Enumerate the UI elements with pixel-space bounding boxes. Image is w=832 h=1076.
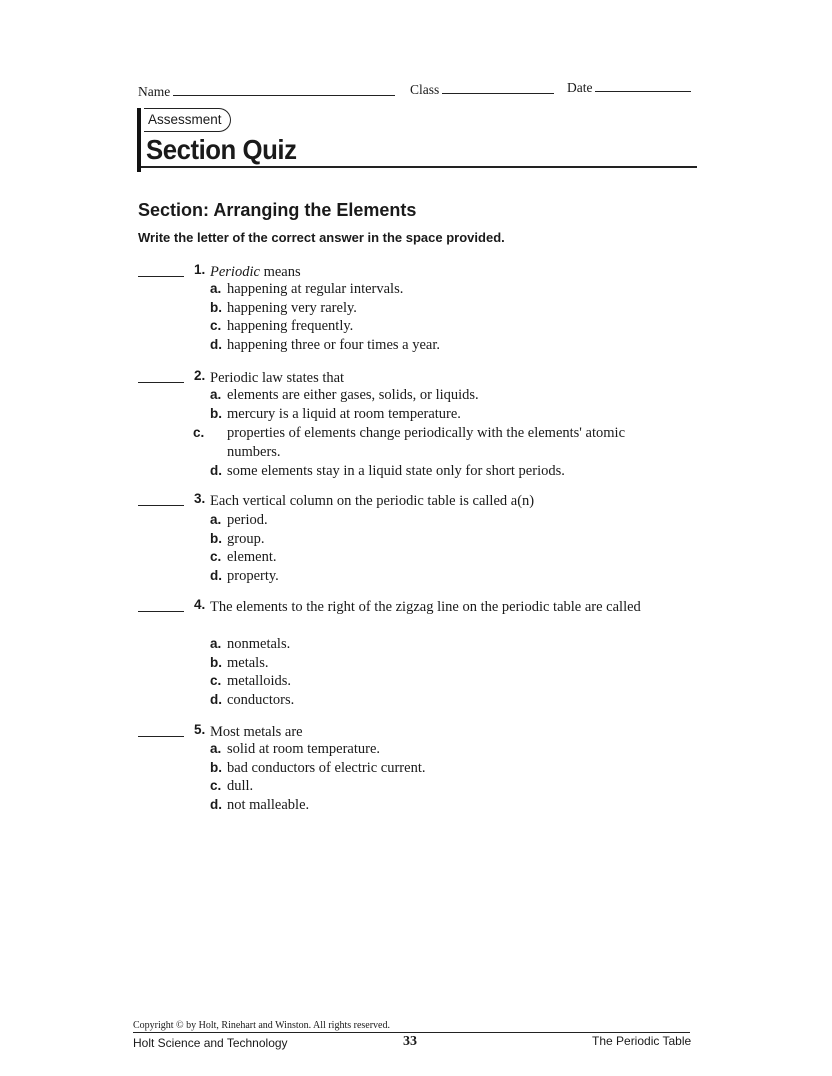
answer-blank-5[interactable] — [138, 736, 184, 737]
answer-blank-2[interactable] — [138, 382, 184, 383]
assessment-tag: Assessment — [144, 108, 231, 132]
option-a: a. period. — [210, 512, 268, 528]
question-stem: Periodic law states that — [210, 370, 345, 386]
option-c: c. happening frequently. — [210, 318, 354, 335]
option-a: a. elements are either gases, solids, or liquids. — [210, 387, 479, 403]
option-a: a. solid at room temperature. — [210, 741, 381, 757]
option-list — [210, 740, 425, 814]
option-d: d. property. — [210, 567, 279, 584]
option-d: d. not malleable. — [210, 796, 310, 813]
copyright-notice: Copyright © by Holt, Rinehart and Winston. All rights reserved. — [133, 1020, 390, 1031]
option-list — [210, 511, 279, 585]
section-heading: Section: Arranging the Elements — [138, 200, 417, 220]
option-c: c. metalloids. — [210, 673, 292, 690]
option-b: b. mercury is a liquid at room temperature. — [210, 405, 461, 422]
name-blank[interactable] — [173, 94, 395, 96]
date-label: Date — [567, 80, 593, 95]
date-field[interactable] — [567, 80, 691, 96]
option-d: d. happening three or four times a year. — [210, 336, 440, 353]
option-c: c. dull. — [210, 778, 254, 795]
class-field[interactable] — [410, 82, 554, 98]
class-label: Class — [410, 82, 440, 97]
option-b: b. bad conductors of electric current. — [210, 759, 426, 776]
option-d: d. some elements stay in a liquid state only for short periods. — [210, 463, 565, 480]
chapter-title: The Periodic Table — [592, 1034, 692, 1048]
option-d: d. conductors. — [210, 691, 295, 708]
question-number: 1. — [194, 262, 206, 277]
question-number: 2. — [194, 368, 206, 383]
option-list — [210, 280, 440, 354]
page-title: Section Quiz — [146, 134, 297, 165]
publisher-name: Holt Science and Technology — [133, 1036, 288, 1050]
name-label: Name — [138, 84, 171, 99]
option-list — [193, 386, 667, 481]
option-a: a. happening at regular intervals. — [210, 281, 404, 297]
question-stem: The elements to the right of the zigzag line on the periodic table are called — [210, 599, 641, 615]
instructions: Write the letter of the correct answer in the space provided. — [138, 230, 505, 245]
footer-divider — [133, 1032, 690, 1033]
option-c: c. properties of elements change periodically with the elements' atomic numbers. — [193, 425, 625, 461]
class-blank[interactable] — [442, 92, 554, 94]
question-stem: Each vertical column on the periodic table is called a(n) — [210, 493, 535, 509]
question-number: 5. — [194, 722, 206, 737]
option-b: b. group. — [210, 530, 265, 547]
question-number: 3. — [194, 491, 206, 506]
option-b: b. happening very rarely. — [210, 299, 357, 316]
answer-blank-4[interactable] — [138, 611, 184, 612]
question-stem — [210, 262, 680, 282]
title-divider — [141, 166, 697, 168]
option-b: b. metals. — [210, 654, 269, 671]
stem-emphasis: Periodic — [210, 264, 260, 280]
page-number: 33 — [403, 1034, 417, 1049]
name-field[interactable] — [138, 84, 395, 100]
answer-blank-1[interactable] — [138, 276, 184, 277]
answer-blank-3[interactable] — [138, 505, 184, 506]
stem-text: means — [259, 264, 301, 280]
date-blank[interactable] — [595, 90, 691, 92]
option-list — [210, 635, 294, 709]
option-a: a. nonmetals. — [210, 636, 291, 652]
question-stem: Most metals are — [210, 724, 303, 740]
option-c: c. element. — [210, 549, 277, 566]
question-number: 4. — [194, 597, 206, 612]
banner-bar — [137, 108, 141, 172]
